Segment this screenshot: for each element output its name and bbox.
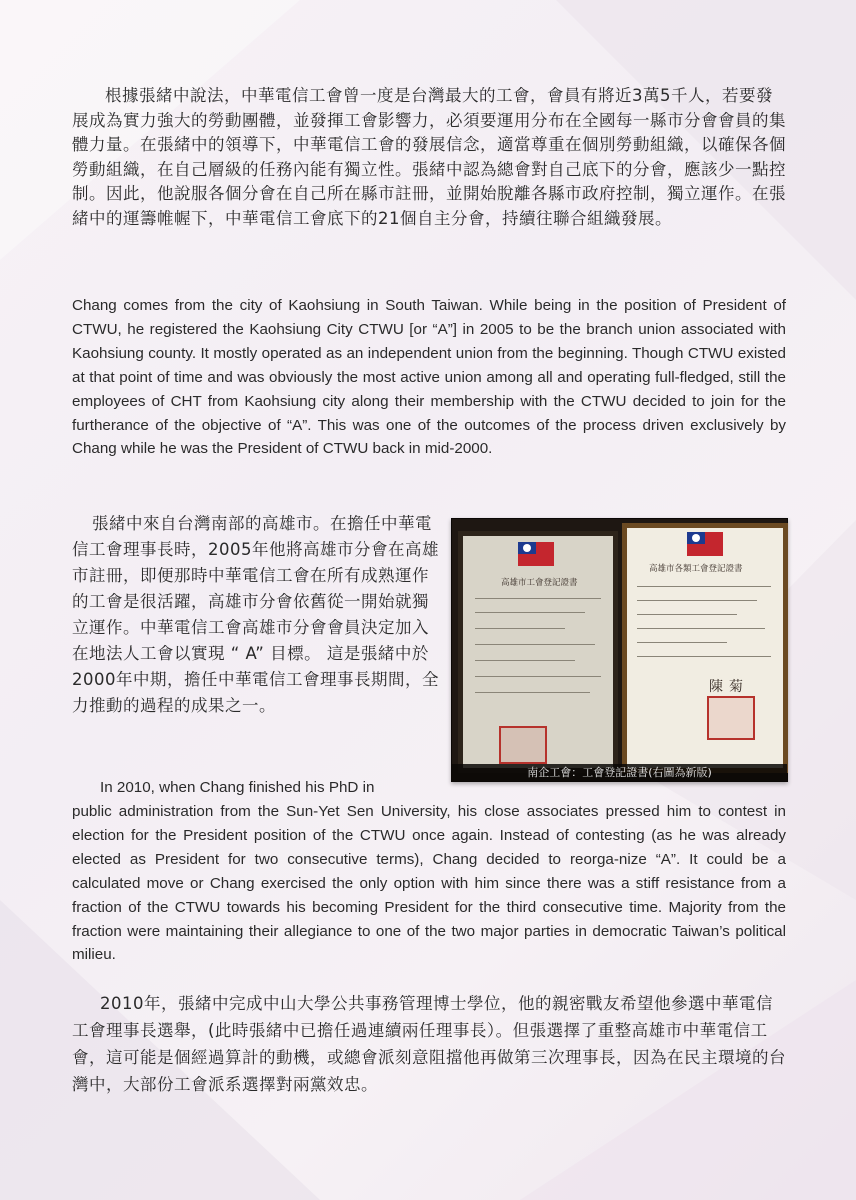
seal-stamp bbox=[707, 696, 755, 740]
left-certificate-title: 高雄市工會登記證書 bbox=[501, 578, 578, 588]
certificate-photo bbox=[451, 518, 788, 782]
signature: 陳菊 bbox=[709, 679, 749, 695]
paragraph-en-2: public administration from the Sun-Yet Sen University, his close associates pressed him to contest in election for the President position of the CTWU once again. Instead of contesting (as he was already elected as President for two consecutive terms), Chang decided to reorga-nize “A”. It could be a calculated move or Chang exercised the only option with him since there was a stiff resistance from a fraction of the CTWU towards his becoming President for the third consecutive time. Majority from the fraction were maintaining their allegiance to one of the two major parties in democratic Taiwan’s political milieu. bbox=[72, 803, 786, 964]
paragraph-zh-3: 2010年，張緒中完成中山大學公共事務管理博士學位，他的親密戰友希望他參選中華電信工會理事長選舉，(此時張緒中已擔任過連續兩任理事長）。但張選擇了重整高雄市中華電信工會，這可能是個經過算計的動機，或總會派刻意阻擋他再做第三次理事長，因為在民主環境的台灣中，大部份工會派系選擇對兩黨效忠。 bbox=[72, 994, 786, 1094]
paragraph-zh-2: 張緒中來自台灣南部的高雄市。在擔任中華電信工會理事長時，2005年他將高雄市分會在高雄市註冊，即便那時中華電信工會在所有成熟運作的工會是很活躍，高雄市分會依舊從一開始就獨立運作。中華電信工會高雄市分會會員決定加入在地法人工會以實現 “ A” 目標。 這是張緒中於2000年中期，擔任中華電信工會理事長期間，全力推動的過程的成果之一。 bbox=[72, 514, 439, 715]
flag-icon bbox=[518, 542, 554, 566]
right-certificate bbox=[622, 523, 788, 773]
seal-stamp bbox=[499, 726, 547, 764]
right-certificate-title: 高雄市各類工會登記證書 bbox=[649, 564, 743, 574]
paragraph-en-1: Chang comes from the city of Kaohsiung in South Taiwan. While being in the position of President of CTWU, he registered the Kaohsiung City CTWU [or “A”] in 2005 to be the branch union associated with Kaohsiung county. It mostly operated as an independent union from the beginning. Though CTWU existed at that point of time and was obviously the most active union among all and operating full-fledged, still the employees of CHT from Kaohsiung city along their membership with the CTWU decided to join for the furtherance of the objective of “A”. This was one of the outcomes of the process driven exclusively by Chang while he was the President of CTWU back in mid-2000. bbox=[72, 297, 786, 458]
paragraph-en-2-first-line: In 2010, when Chang finished his PhD in bbox=[100, 779, 375, 796]
paragraph-zh-1: 根據張緒中說法，中華電信工會曾一度是台灣最大的工會，會員有將近3萬5千人，若要發展成為實力強大的勞動團體，並發揮工會影響力，必須要運用分布在全國每一縣市分會會員的集體力量。在張緒中的領導下，中華電信工會的發展信念，適當尊重在個別勞動組織，以確保各個勞動組織，在自己層級的任務內能有獨立性。張緒中認為總會對自己底下的分會，應該少一點控制。因此，他說服各個分會在自己所在縣市註冊，並開始脫離各縣市政府控制，獨立運作。在張緒中的運籌帷幄下，中華電信工會底下的21個自主分會，持續往聯合組織發展。 bbox=[72, 86, 786, 228]
photo-caption: 南企工會：工會登記證書(右圖為新版) bbox=[452, 764, 787, 781]
left-certificate bbox=[458, 531, 618, 773]
flag-icon bbox=[687, 532, 723, 556]
